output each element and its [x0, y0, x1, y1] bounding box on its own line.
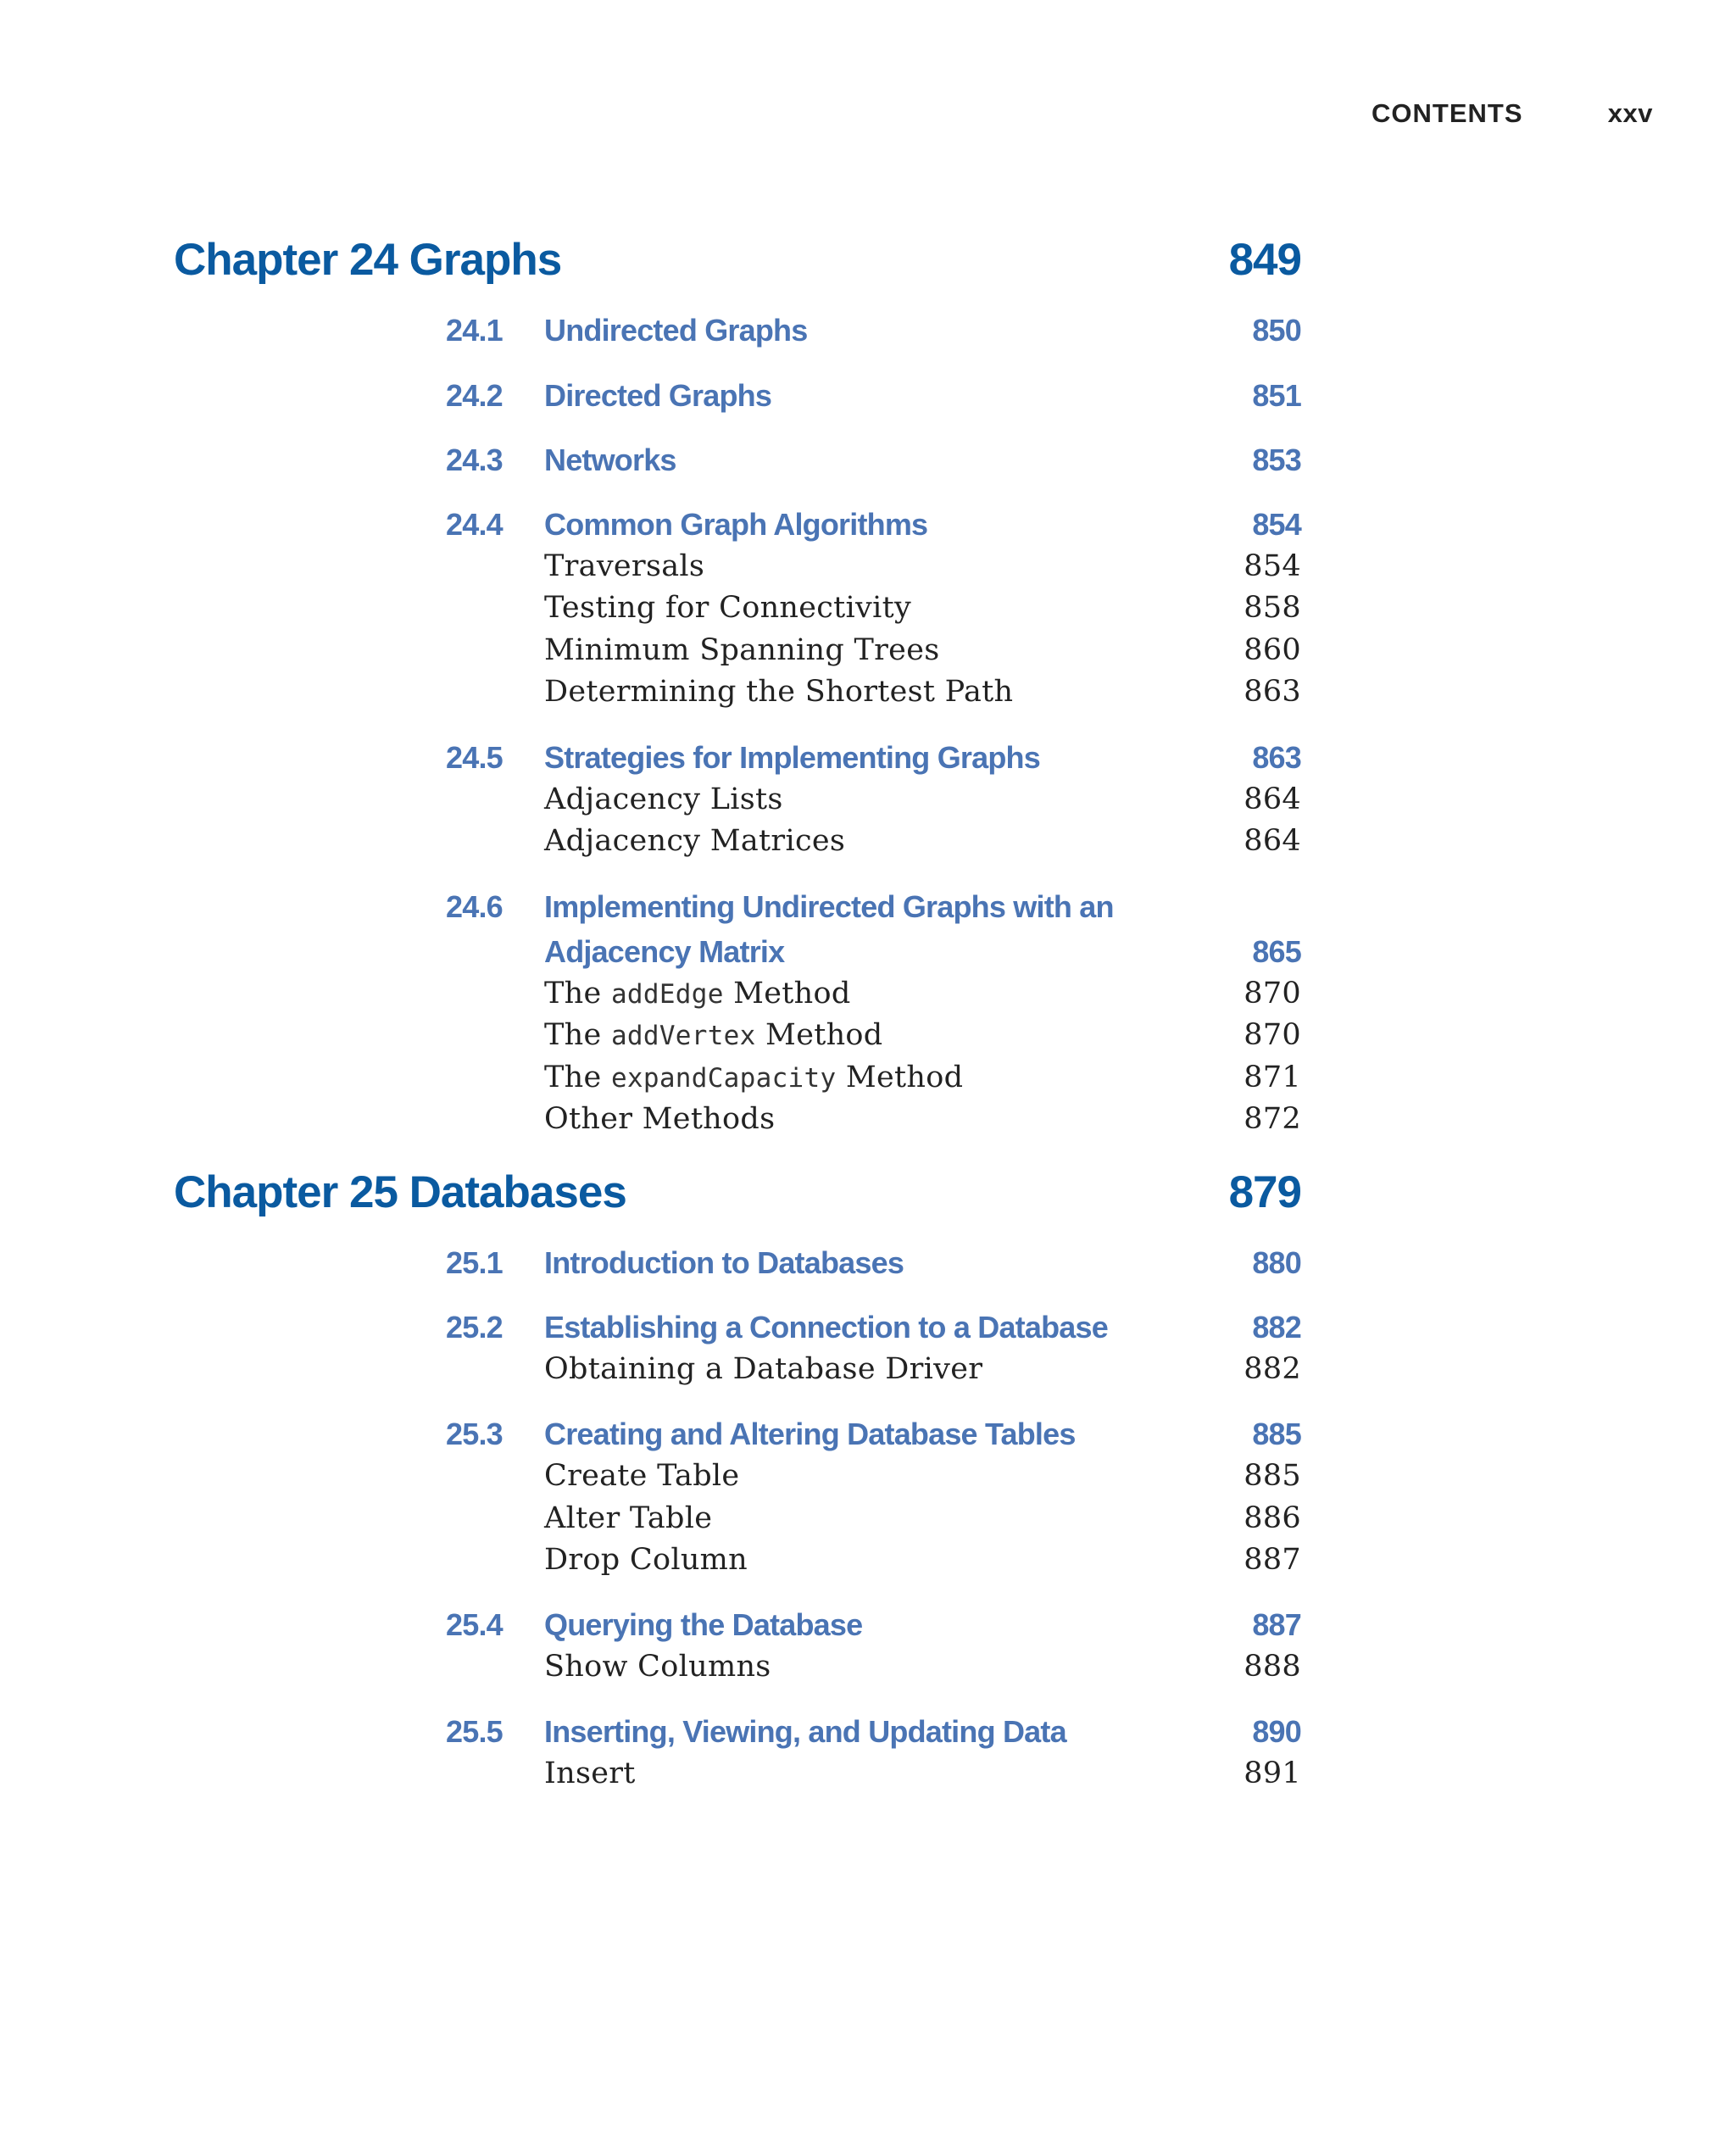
section-number: 25.3 — [446, 1417, 503, 1451]
subsection-item[interactable] — [544, 1061, 1301, 1100]
subsection-title: Adjacency Matrices — [544, 824, 846, 858]
subsection-page: 870 — [1244, 1018, 1301, 1052]
subsection-item[interactable] — [544, 824, 1301, 863]
method-name-code: expandCapacity — [610, 1063, 837, 1094]
subsection-item[interactable] — [544, 1352, 1301, 1391]
section-25-5[interactable] — [446, 1714, 1301, 1757]
section-title: Introduction to Databases — [544, 1245, 904, 1280]
subsection-page: 885 — [1244, 1459, 1301, 1493]
subsection-page: 882 — [1244, 1352, 1301, 1386]
subsection-page: 871 — [1244, 1061, 1301, 1094]
section-title: Creating and Altering Database Tables — [544, 1417, 1076, 1451]
section-number: 24.6 — [446, 889, 503, 924]
subsection-item[interactable] — [544, 1018, 1301, 1057]
section-page: 850 — [1252, 313, 1301, 348]
section-page: 851 — [1252, 378, 1301, 413]
section-number: 25.4 — [446, 1607, 503, 1642]
section-page: 882 — [1252, 1310, 1301, 1345]
section-page: 887 — [1252, 1607, 1301, 1642]
subsection-title — [544, 977, 851, 1010]
subsection-title: Testing for Connectivity — [544, 591, 912, 625]
subsection-item[interactable] — [544, 591, 1301, 630]
section-25-1[interactable] — [446, 1245, 1301, 1288]
section-page: 880 — [1252, 1245, 1301, 1280]
section-24-6-continued[interactable] — [446, 934, 1301, 977]
subsection-title-suffix: Method — [836, 1061, 964, 1094]
method-name-code: addVertex — [610, 1021, 756, 1051]
section-25-3[interactable] — [446, 1417, 1301, 1459]
section-number: 25.2 — [446, 1310, 503, 1345]
chapter-title: Chapter 24 Graphs — [174, 235, 562, 285]
running-head-page-number: xxv — [1607, 98, 1653, 128]
section-number: 24.4 — [446, 507, 503, 542]
section-number: 24.5 — [446, 740, 503, 775]
subsection-page: 887 — [1244, 1543, 1301, 1577]
subsection-page: 864 — [1244, 782, 1301, 816]
section-24-6[interactable] — [446, 889, 1301, 932]
subsection-item[interactable] — [544, 633, 1301, 672]
section-number: 25.5 — [446, 1714, 503, 1749]
subsection-page: 863 — [1244, 675, 1301, 709]
section-title: Inserting, Viewing, and Updating Data — [544, 1714, 1066, 1749]
section-title: Undirected Graphs — [544, 313, 808, 348]
subsection-title: Insert — [544, 1757, 636, 1790]
subsection-title: Other Methods — [544, 1102, 776, 1136]
subsection-title: Alter Table — [544, 1501, 713, 1535]
section-24-1[interactable] — [446, 313, 1301, 355]
subsection-title-suffix: Method — [723, 977, 851, 1010]
section-24-4[interactable] — [446, 507, 1301, 549]
subsection-title: Drop Column — [544, 1543, 748, 1577]
chapter-title: Chapter 25 Databases — [174, 1167, 626, 1217]
section-24-2[interactable] — [446, 378, 1301, 420]
section-title: Implementing Undirected Graphs with an — [544, 889, 1114, 924]
subsection-page: 872 — [1244, 1102, 1301, 1136]
section-page: 865 — [1252, 934, 1301, 969]
subsection-item[interactable] — [544, 1757, 1301, 1795]
subsection-item[interactable] — [544, 1459, 1301, 1498]
subsection-page: 891 — [1244, 1757, 1301, 1790]
subsection-title: Show Columns — [544, 1650, 771, 1684]
subsection-page: 886 — [1244, 1501, 1301, 1535]
subsection-page: 888 — [1244, 1650, 1301, 1684]
section-24-3[interactable] — [446, 443, 1301, 485]
section-number: 24.1 — [446, 313, 503, 348]
section-title: Establishing a Connection to a Database — [544, 1310, 1108, 1345]
section-number: 25.1 — [446, 1245, 503, 1280]
subsection-title: Create Table — [544, 1459, 740, 1493]
subsection-title: Minimum Spanning Trees — [544, 633, 940, 667]
section-title: Querying the Database — [544, 1607, 863, 1642]
subsection-item[interactable] — [544, 1543, 1301, 1582]
section-25-2[interactable] — [446, 1310, 1301, 1352]
chapter-page: 849 — [1228, 235, 1301, 285]
subsection-title — [544, 1061, 963, 1094]
section-title: Common Graph Algorithms — [544, 507, 928, 542]
chapter-24-heading[interactable] — [174, 234, 1301, 293]
subsection-item[interactable] — [544, 675, 1301, 714]
section-page: 890 — [1252, 1714, 1301, 1749]
section-25-4[interactable] — [446, 1607, 1301, 1650]
section-title-continued: Adjacency Matrix — [544, 934, 785, 969]
subsection-title-prefix: The — [544, 977, 611, 1010]
subsection-item[interactable] — [544, 1501, 1301, 1540]
section-title: Directed Graphs — [544, 378, 772, 413]
subsection-page: 854 — [1244, 549, 1301, 583]
subsection-title-suffix: Method — [755, 1018, 883, 1052]
section-page: 853 — [1252, 443, 1301, 477]
subsection-title: Adjacency Lists — [544, 782, 783, 816]
running-head-title: CONTENTS — [1372, 98, 1523, 128]
section-number: 24.3 — [446, 443, 503, 477]
subsection-item[interactable] — [544, 549, 1301, 588]
section-24-5[interactable] — [446, 740, 1301, 782]
subsection-item[interactable] — [544, 977, 1301, 1016]
subsection-title-prefix: The — [544, 1018, 611, 1052]
chapter-25-heading[interactable] — [174, 1166, 1301, 1226]
method-name-code: addEdge — [610, 979, 724, 1010]
subsection-page: 864 — [1244, 824, 1301, 858]
section-page: 854 — [1252, 507, 1301, 542]
section-title: Networks — [544, 443, 676, 477]
subsection-title: Obtaining a Database Driver — [544, 1352, 983, 1386]
subsection-title: Determining the Shortest Path — [544, 675, 1014, 709]
section-page: 863 — [1252, 740, 1301, 775]
subsection-title — [544, 1018, 882, 1052]
subsection-item[interactable] — [544, 782, 1301, 821]
subsection-title-prefix: The — [544, 1061, 611, 1094]
subsection-title: Traversals — [544, 549, 705, 583]
subsection-item[interactable] — [544, 1102, 1301, 1141]
subsection-item[interactable] — [544, 1650, 1301, 1689]
section-title: Strategies for Implementing Graphs — [544, 740, 1040, 775]
chapter-page: 879 — [1228, 1167, 1301, 1217]
subsection-page: 860 — [1244, 633, 1301, 667]
section-number: 24.2 — [446, 378, 503, 413]
subsection-page: 858 — [1244, 591, 1301, 625]
section-page: 885 — [1252, 1417, 1301, 1451]
subsection-page: 870 — [1244, 977, 1301, 1010]
